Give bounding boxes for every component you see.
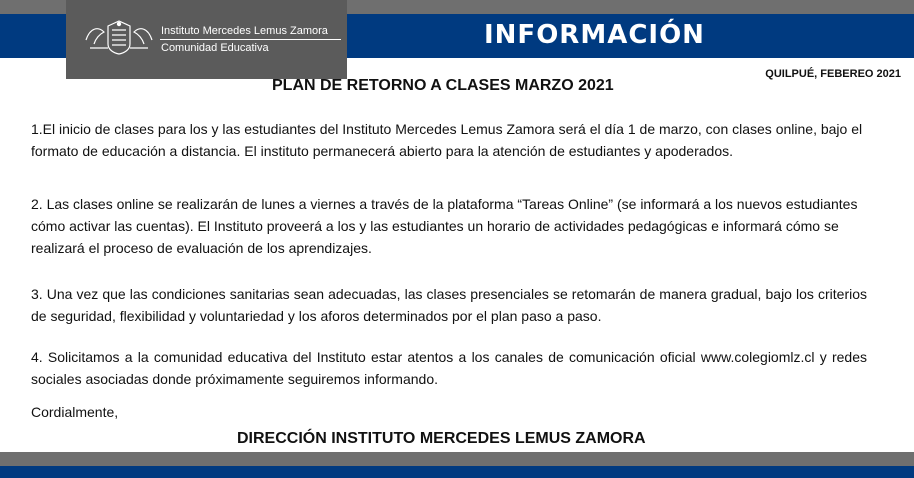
paragraph-4: 4. Solicitamos a la comunidad educativa del Instituto estar atentos a los canales de comunicación oficial www.colegiomlz.cl y redes sociales asociadas donde próximamente seguiremos informando. <box>31 349 867 387</box>
school-crest-icon <box>82 18 156 56</box>
closing-text: Cordialmente, <box>31 404 119 420</box>
document-date: QUILPUÉ, FEBEREO 2021 <box>765 68 901 80</box>
signature: DIRECCIÓN INSTITUTO MERCEDES LEMUS ZAMORA <box>237 430 646 447</box>
document-title: PLAN DE RETORNO A CLASES MARZO 2021 <box>272 77 614 94</box>
paragraph-3: 3. Una vez que las condiciones sanitarias sean adecuadas, las clases presenciales se retomarán de manera gradual, bajo los criterios de seguridad, flexibilidad y voluntariedad y los aforos determinados por el plan paso a paso. <box>31 286 867 324</box>
logo-divider <box>160 39 341 40</box>
logo-block <box>66 0 347 79</box>
logo-name: Instituto Mercedes Lemus Zamora <box>161 25 328 37</box>
banner-title: INFORMACIÓN <box>484 20 705 50</box>
bottom-gray-band <box>0 452 914 466</box>
bottom-blue-band <box>0 466 914 478</box>
paragraph-1: 1.El inicio de clases para los y las estudiantes del Instituto Mercedes Lemus Zamora será el día 1 de marzo, con clases online, bajo el formato de educación a distancia. El instituto permanecerá abierto para la atención de estudiantes y apoderados. <box>31 121 863 159</box>
paragraph-2: 2. Las clases online se realizarán de lunes a viernes a través de la plataforma “Tareas Online” (se informará a los nuevos estudiantes cómo activar las cuentas). El Instituto proveerá a los y las estudiantes un horario de actividades pedagógicas e informará cómo se realizará el proceso de evaluación de los aprendizajes. <box>31 196 858 256</box>
logo-subtitle: Comunidad Educativa <box>161 42 269 54</box>
